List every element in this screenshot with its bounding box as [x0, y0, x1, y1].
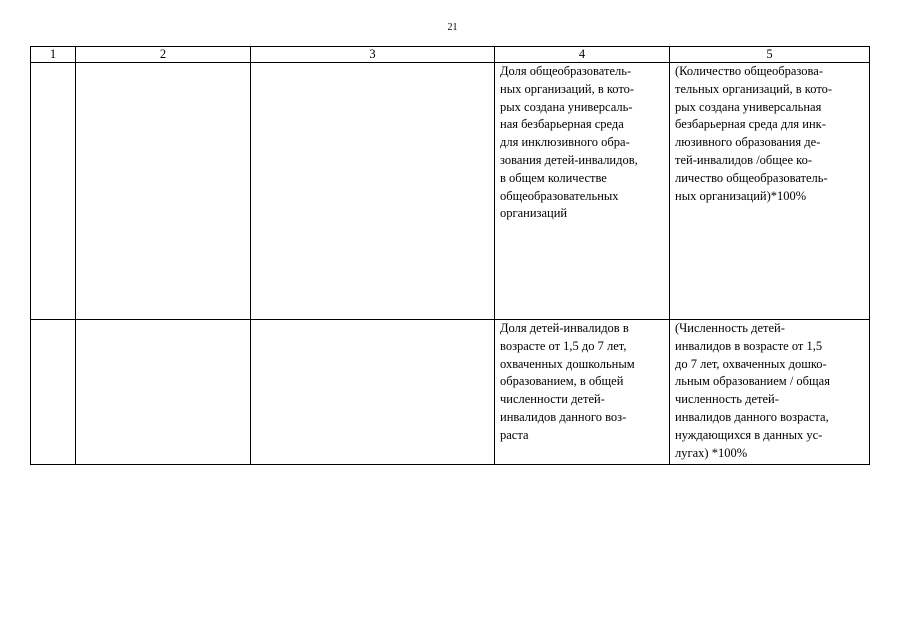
page-number: 21 — [447, 22, 458, 33]
table-cell-formula — [670, 63, 870, 320]
table-row — [31, 320, 870, 465]
table-cell-col3 — [251, 320, 495, 465]
column-header-1: 1 — [31, 47, 76, 63]
table-cell-col2 — [76, 63, 251, 320]
formula-text: (Численность детей- инвалидов в возрасте от 1,5 до 7 лет, охваченных дошко- льным образованием / общая численность детей- инвалидов данного возраста, нуждающихся в данных ус- лугах) *100% — [675, 321, 830, 460]
column-header-2: 2 — [76, 47, 251, 63]
table-cell-indicator — [495, 63, 670, 320]
table-cell-indicator — [495, 320, 670, 465]
indicator-table — [30, 46, 870, 465]
table-cell-col1 — [31, 63, 76, 320]
indicator-text: Доля детей-инвалидов в возрасте от 1,5 до 7 лет, охваченных дошкольным образованием, в общей численности детей- инвалидов данного воз- раста — [500, 321, 635, 442]
indicator-text: Доля общеобразователь- ных организаций, в кото- рых создана универсаль- ная безбарьерная среда для инклюзивного обра- зования детей-инвалидов, в общем количестве общеобразовательных организаций — [500, 64, 638, 221]
column-header-5: 5 — [670, 47, 870, 63]
formula-text: (Количество общеобразова- тельных организаций, в кото- рых создана универсальная безбарьерная среда для инк- люзивного образования де- тей-инвалидов /общее ко- личество общеобразователь- ных организаций)*100% — [675, 64, 833, 203]
table-cell-col3 — [251, 63, 495, 320]
table-cell-formula — [670, 320, 870, 465]
column-header-3: 3 — [251, 47, 495, 63]
table-cell-col2 — [76, 320, 251, 465]
table-cell-col1 — [31, 320, 76, 465]
table-header-row — [31, 47, 870, 63]
column-header-4: 4 — [495, 47, 670, 63]
table-row — [31, 63, 870, 320]
